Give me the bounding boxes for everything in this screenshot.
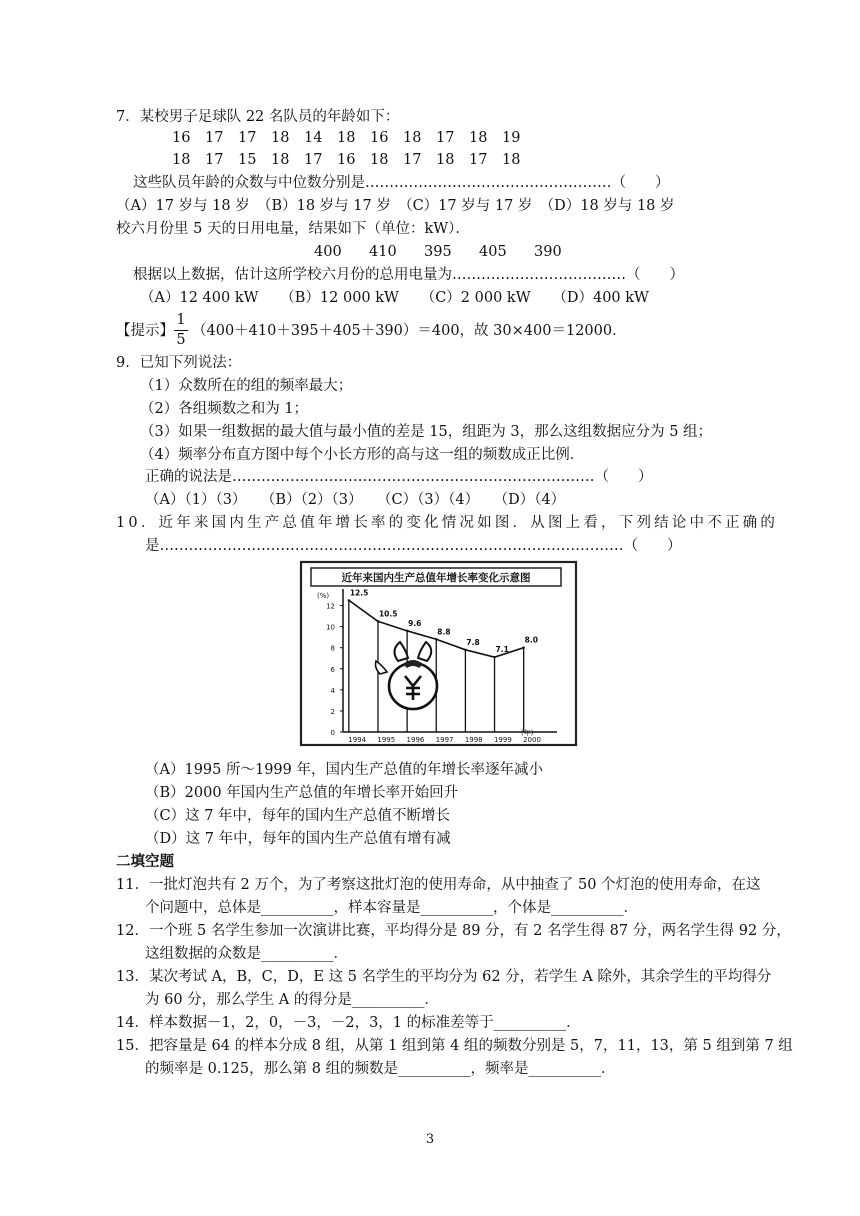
data-label: 8.8	[437, 627, 451, 637]
age-value: 19	[502, 130, 521, 146]
y-tick-label: 6	[330, 665, 335, 674]
power-value: 405	[479, 244, 507, 260]
y-tick-label: 10	[326, 623, 335, 632]
q7-question: 这些队员年龄的众数与中位数分别是……………………………………………（ ）	[133, 175, 670, 191]
data-point	[435, 638, 437, 640]
data-point	[493, 656, 495, 658]
hint-fraction	[174, 312, 188, 349]
y-tick-label: 4	[330, 686, 335, 695]
age-value: 18	[271, 130, 290, 146]
age-value: 18	[469, 130, 488, 146]
age-value: 18	[337, 130, 356, 146]
q10-stem-line-1: 10．近年来国内生产总值年增长率的变化情况如图．从图上看，下列结论中不正确的	[116, 515, 779, 531]
page-number: 3	[425, 1132, 435, 1147]
age-value: 18	[502, 152, 521, 168]
q7-stem: 7．某校男子足球队 22 名队员的年龄如下：	[116, 109, 400, 125]
y-tick-label: 8	[330, 644, 335, 653]
age-value: 18	[370, 152, 389, 168]
gdp-growth-chart	[299, 560, 578, 747]
data-label: 9.6	[408, 618, 422, 628]
age-value: 16	[172, 130, 191, 146]
data-point	[377, 620, 379, 622]
data-point	[406, 630, 408, 632]
section-2-title: 二填空题	[116, 853, 174, 870]
age-value: 17	[205, 130, 224, 146]
fraction-denominator: 5	[176, 332, 186, 348]
q7-age-row-1	[172, 128, 535, 148]
q7-age-row-2	[172, 150, 535, 170]
q15-line-2: 的频率是 0.125，那么第 8 组的频数是__________，频率是__________．	[145, 1061, 616, 1077]
age-value: 15	[238, 152, 257, 168]
q9-question: 正确的说法是…………………………………………………………………（ ）	[145, 469, 653, 485]
q9-stem: 9．已知下列说法：	[116, 355, 242, 371]
q8-options: （A）12 400 kW （B）12 000 kW （C）2 000 kW （D）400 kW	[140, 290, 649, 306]
age-value: 16	[370, 130, 389, 146]
q11-line-1: 11．一批灯泡共有 2 万个，为了考察这批灯泡的使用寿命，从中抽查了 50 个灯泡的使用寿命，在这	[116, 877, 761, 893]
q9-item-3: （3）如果一组数据的最大值与最小值的差是 15，组距为 3，那么这组数据应分为 5 组；	[140, 424, 713, 440]
age-value: 14	[304, 130, 323, 146]
q12-line-2: 这组数据的众数是__________．	[145, 946, 348, 962]
q8-stem: 校六月份里 5 天的日用电量，结果如下（单位：kW）．	[116, 221, 470, 237]
age-value: 17	[304, 152, 323, 168]
data-point	[522, 646, 524, 648]
q8-data-row	[314, 242, 589, 262]
power-value: 395	[424, 244, 452, 260]
age-value: 18	[436, 152, 455, 168]
x-tick-label: 1999	[493, 736, 512, 744]
data-label: 8.0	[524, 635, 538, 645]
q13-line-1: 13．某次考试 A，B，C，D，E 这 5 名学生的平均分为 62 分，若学生 A 除外，其余学生的平均得分	[116, 969, 772, 985]
q7-options: （A）17 岁与 18 岁 （B）18 岁与 17 岁 （C）17 岁与 17 岁 （D）18 岁与 18 岁	[116, 198, 675, 214]
q15-line-1: 15．把容量是 64 的样本分成 8 组，从第 1 组到第 4 组的频数分别是 5，7，11，13，第 5 组到第 7 组	[116, 1038, 793, 1054]
x-axis-unit: (年)	[521, 729, 534, 737]
x-tick-label: 1998	[464, 736, 483, 744]
q10-stem-line-2: 是……………………………………………………………………………………（ ）	[145, 538, 682, 554]
power-value: 410	[369, 244, 397, 260]
x-tick-label: 1996	[406, 736, 425, 744]
q10-option-d: （D）这 7 年中，每年的国内生产总值有增有减	[145, 831, 451, 847]
x-tick-label: 1995	[377, 736, 396, 744]
q9-item-2: （2）各组频数之和为 1；	[140, 401, 309, 417]
q11-line-2: 个问题中，总体是__________，样本容量是__________，个体是__________．	[145, 900, 638, 916]
q8-hint-text: （400＋410＋395＋405＋390）＝400，故 30×400＝12000．	[192, 323, 627, 339]
q12-line-1: 12．一个班 5 名学生参加一次演讲比赛，平均得分是 89 分，有 2 名学生得 87 分，两名学生得 92 分，	[116, 923, 791, 939]
x-tick-label: 1994	[348, 736, 367, 744]
fraction-numerator: 1	[176, 312, 186, 328]
age-value: 17	[436, 130, 455, 146]
age-value: 17	[238, 130, 257, 146]
x-tick-label: 1997	[435, 736, 454, 744]
age-value: 17	[205, 152, 224, 168]
y-axis-unit: (%)	[317, 592, 330, 600]
age-value: 18	[172, 152, 191, 168]
q13-line-2: 为 60 分，那么学生 A 的得分是__________．	[145, 992, 439, 1008]
data-point	[464, 649, 466, 651]
data-label: 7.1	[495, 645, 509, 655]
data-label: 12.5	[349, 588, 369, 598]
x-tick-label: 2000	[523, 736, 541, 744]
power-value: 400	[314, 244, 342, 260]
q14: 14．样本数据－1，2，0，－3，－2，3，1 的标准差等于__________．	[116, 1015, 581, 1031]
q10-option-b: （B）2000 年国内生产总值的年增长率开始回升	[145, 785, 459, 801]
fraction-bar	[174, 330, 188, 331]
age-value: 17	[403, 152, 422, 168]
q9-item-1: （1）众数所在的组的频率最大；	[140, 378, 353, 394]
age-value: 16	[337, 152, 356, 168]
data-point	[348, 599, 350, 601]
q8-question: 根据以上数据，估计这所学校六月份的总用电量为………………………………（ ）	[133, 267, 684, 283]
y-tick-label: 12	[326, 602, 335, 611]
q9-options: （A）（1）（3） （B）（2）（3） （C）（3）（4） （D）（4）	[145, 492, 566, 508]
chart-title: 近年来国内生产总值年增长率变化示意图	[341, 572, 531, 584]
age-value: 18	[403, 130, 422, 146]
y-tick-label: 2	[330, 707, 335, 716]
q10-option-a: （A）1995 所～1999 年，国内生产总值的年增长率逐年减小	[145, 762, 543, 778]
y-tick-label: 0	[330, 729, 335, 737]
data-label: 10.5	[378, 609, 398, 619]
q8-hint-label: 【提示】	[116, 323, 174, 339]
age-value: 17	[469, 152, 488, 168]
age-value: 18	[271, 152, 290, 168]
q9-item-4: （4）频率分布直方图中每个小长方形的高与这一组的频数成正比例．	[140, 447, 585, 463]
data-label: 7.8	[466, 637, 480, 647]
q10-option-c: （C）这 7 年中，每年的国内生产总值不断增长	[145, 808, 451, 824]
power-value: 390	[534, 244, 562, 260]
